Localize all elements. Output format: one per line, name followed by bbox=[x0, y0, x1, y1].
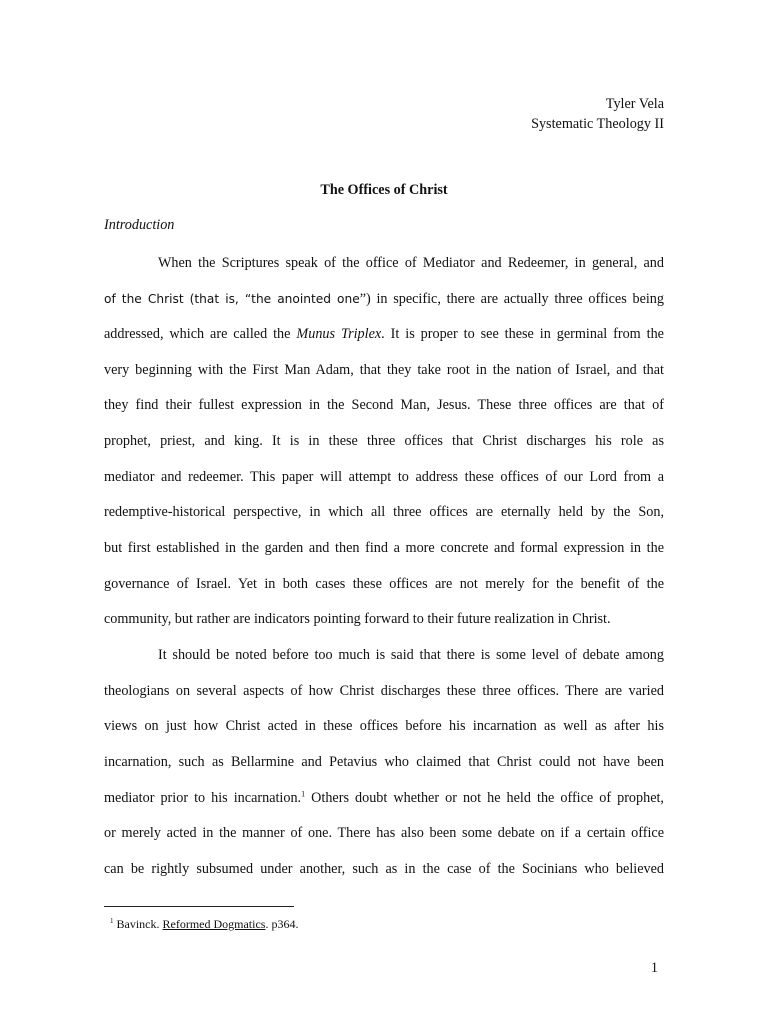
course-name: Systematic Theology II bbox=[531, 116, 664, 132]
footnote-work-title: Reformed Dogmatics bbox=[162, 917, 266, 931]
footnote-reference[interactable]: 1 bbox=[301, 789, 306, 799]
paragraph-line: When the Scriptures speak of the office of Mediator and Redeemer, in general, and bbox=[158, 255, 664, 271]
footnote bbox=[110, 916, 298, 932]
text-run: ”) in specific, there are actually three offices being bbox=[359, 291, 664, 307]
section-heading: Introduction bbox=[104, 217, 175, 233]
paragraph-line: mediator and redeemer. This paper will attempt to address these offices of our Lord from a bbox=[104, 469, 664, 485]
author-header bbox=[531, 94, 664, 134]
footnote-page: . p364. bbox=[265, 917, 299, 931]
paragraph-line: theologians on several aspects of how Christ discharges these three offices. There are varied bbox=[104, 683, 664, 699]
paragraph-line: redemptive-historical perspective, in which all three offices are eternally held by the Son, bbox=[104, 504, 664, 520]
text-run: of the Christ (that is, “the anointed one bbox=[104, 292, 360, 306]
paragraph-line: they find their fullest expression in the Second Man, Jesus. These three offices are that of bbox=[104, 397, 664, 413]
text-run: Others doubt whether or not he held the office of prophet, bbox=[305, 790, 664, 806]
text-run: addressed, which are called the bbox=[104, 326, 297, 342]
page-number: 1 bbox=[650, 960, 658, 976]
author-name: Tyler Vela bbox=[605, 96, 664, 112]
footnote-marker: 1 bbox=[110, 917, 114, 925]
footnote-divider bbox=[104, 906, 294, 907]
paragraph-line: prophet, priest, and king. It is in these three offices that Christ discharges his role as bbox=[104, 433, 664, 449]
footnote-author: Bavinck. bbox=[113, 917, 163, 931]
text-run: mediator prior to his incarnation. bbox=[104, 790, 302, 806]
paragraph-line: It should be noted before too much is said that there is some level of debate among bbox=[158, 647, 664, 663]
paragraph-line bbox=[104, 324, 664, 344]
paragraph-line: can be rightly subsumed under another, such as in the case of the Socinians who believed bbox=[104, 861, 664, 877]
paragraph-line: views on just how Christ acted in these offices before his incarnation as well as after his bbox=[104, 718, 664, 734]
paragraph-line: governance of Israel. Yet in both cases these offices are not merely for the benefit of the bbox=[104, 576, 664, 592]
paragraph-line bbox=[104, 289, 664, 309]
paragraph-line bbox=[104, 788, 664, 808]
paragraph-line: very beginning with the First Man Adam, that they take root in the nation of Israel, and that bbox=[104, 362, 664, 378]
paragraph-line: community, but rather are indicators pointing forward to their future realization in Christ. bbox=[104, 611, 611, 627]
paragraph-line: incarnation, such as Bellarmine and Petavius who claimed that Christ could not have been bbox=[104, 754, 664, 770]
latin-term: Munus Triplex bbox=[296, 326, 382, 342]
paper-title: The Offices of Christ bbox=[320, 182, 448, 198]
paragraph-line: or merely acted in the manner of one. There has also been some debate on if a certain office bbox=[104, 825, 664, 841]
text-run: . It is proper to see these in germinal from the bbox=[381, 326, 664, 342]
paragraph-line: but first established in the garden and then find a more concrete and formal expression in the bbox=[104, 540, 664, 556]
